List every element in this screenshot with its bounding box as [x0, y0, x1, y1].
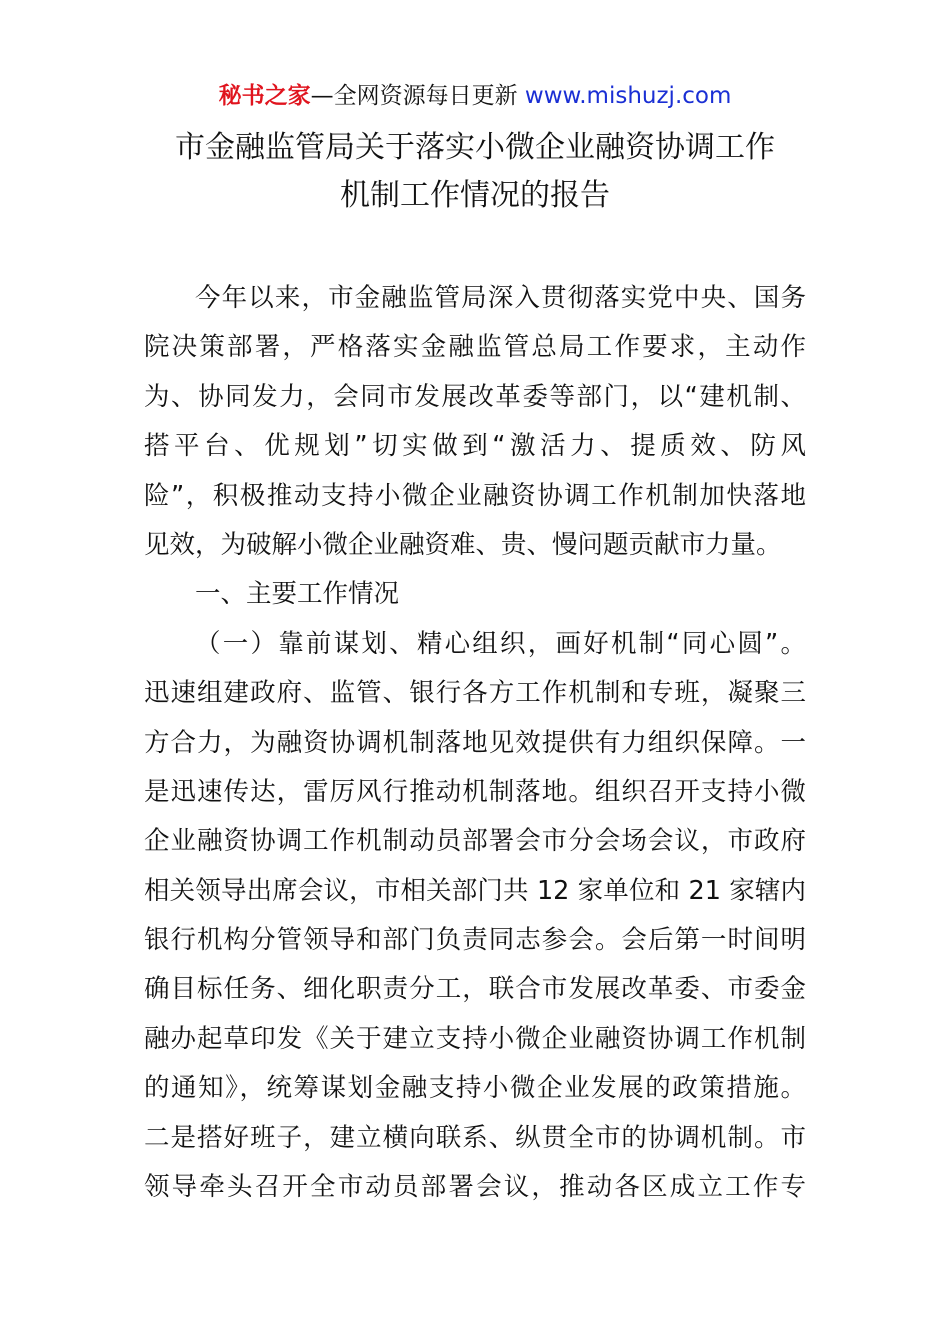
paragraph-line: 迅速组建政府、监管、银行各方工作机制和专班，凝聚三	[144, 678, 806, 709]
header-tagline: —全网资源每日更新	[310, 83, 518, 109]
document-body	[144, 274, 806, 1212]
paragraph-line: 见效，为破解小微企业融资难、贵、慢问题贡献市力量。	[144, 529, 782, 560]
paragraph-line: 企业融资协调工作机制动员部署会市分会场会议，市政府	[144, 826, 806, 857]
paragraph-line: 的通知》，统筹谋划金融支持小微企业发展的政策措施。	[144, 1073, 806, 1104]
paragraph-line: 搭平台、优规划”切实做到“激活力、提质效、防风	[144, 431, 806, 462]
paragraph-line: 融办起草印发《关于建立支持小微企业融资协调工作机制	[144, 1023, 806, 1054]
paragraph-line: 为、协同发力，会同市发展改革委等部门，以“建机制、	[144, 381, 806, 412]
section-heading: 一、主要工作情况	[195, 579, 400, 610]
site-url-link[interactable]: www.mishuzj.com	[524, 83, 732, 109]
title-line-1: 市金融监管局关于落实小微企业融资协调工作	[175, 130, 775, 165]
paragraph-line: 方合力，为融资协调机制落地见效提供有力组织保障。一	[144, 727, 806, 758]
paragraph-line: 是迅速传达，雷厉风行推动机制落地。组织召开支持小微	[144, 776, 806, 807]
paragraph-line: 领导牵头召开全市动员部署会议，推动各区成立工作专	[144, 1172, 806, 1203]
brand-name: 秘书之家	[218, 83, 311, 109]
paragraph-line: 今年以来，市金融监管局深入贯彻落实党中央、国务	[195, 283, 806, 313]
paragraph-line: 确目标任务、细化职责分工，联合市发展改革委、市委金	[144, 974, 806, 1005]
paragraph-line: （一）靠前谋划、精心组织，画好机制“同心圆”。	[195, 628, 806, 659]
paragraph-line: 险”，积极推动支持小微企业融资协调工作机制加快落地	[144, 480, 806, 511]
paragraph-line: 二是搭好班子，建立横向联系、纵贯全市的协调机制。市	[144, 1122, 806, 1153]
paragraph-line: 相关领导出席会议，市相关部门共 12 家单位和 21 家辖内	[144, 875, 806, 906]
document-title	[0, 124, 950, 220]
site-header	[0, 80, 950, 112]
title-line-2: 机制工作情况的报告	[340, 178, 610, 213]
paragraph-line: 院决策部署，严格落实金融监管总局工作要求，主动作	[144, 332, 806, 363]
paragraph-line: 银行机构分管领导和部门负责同志参会。会后第一时间明	[144, 925, 806, 956]
